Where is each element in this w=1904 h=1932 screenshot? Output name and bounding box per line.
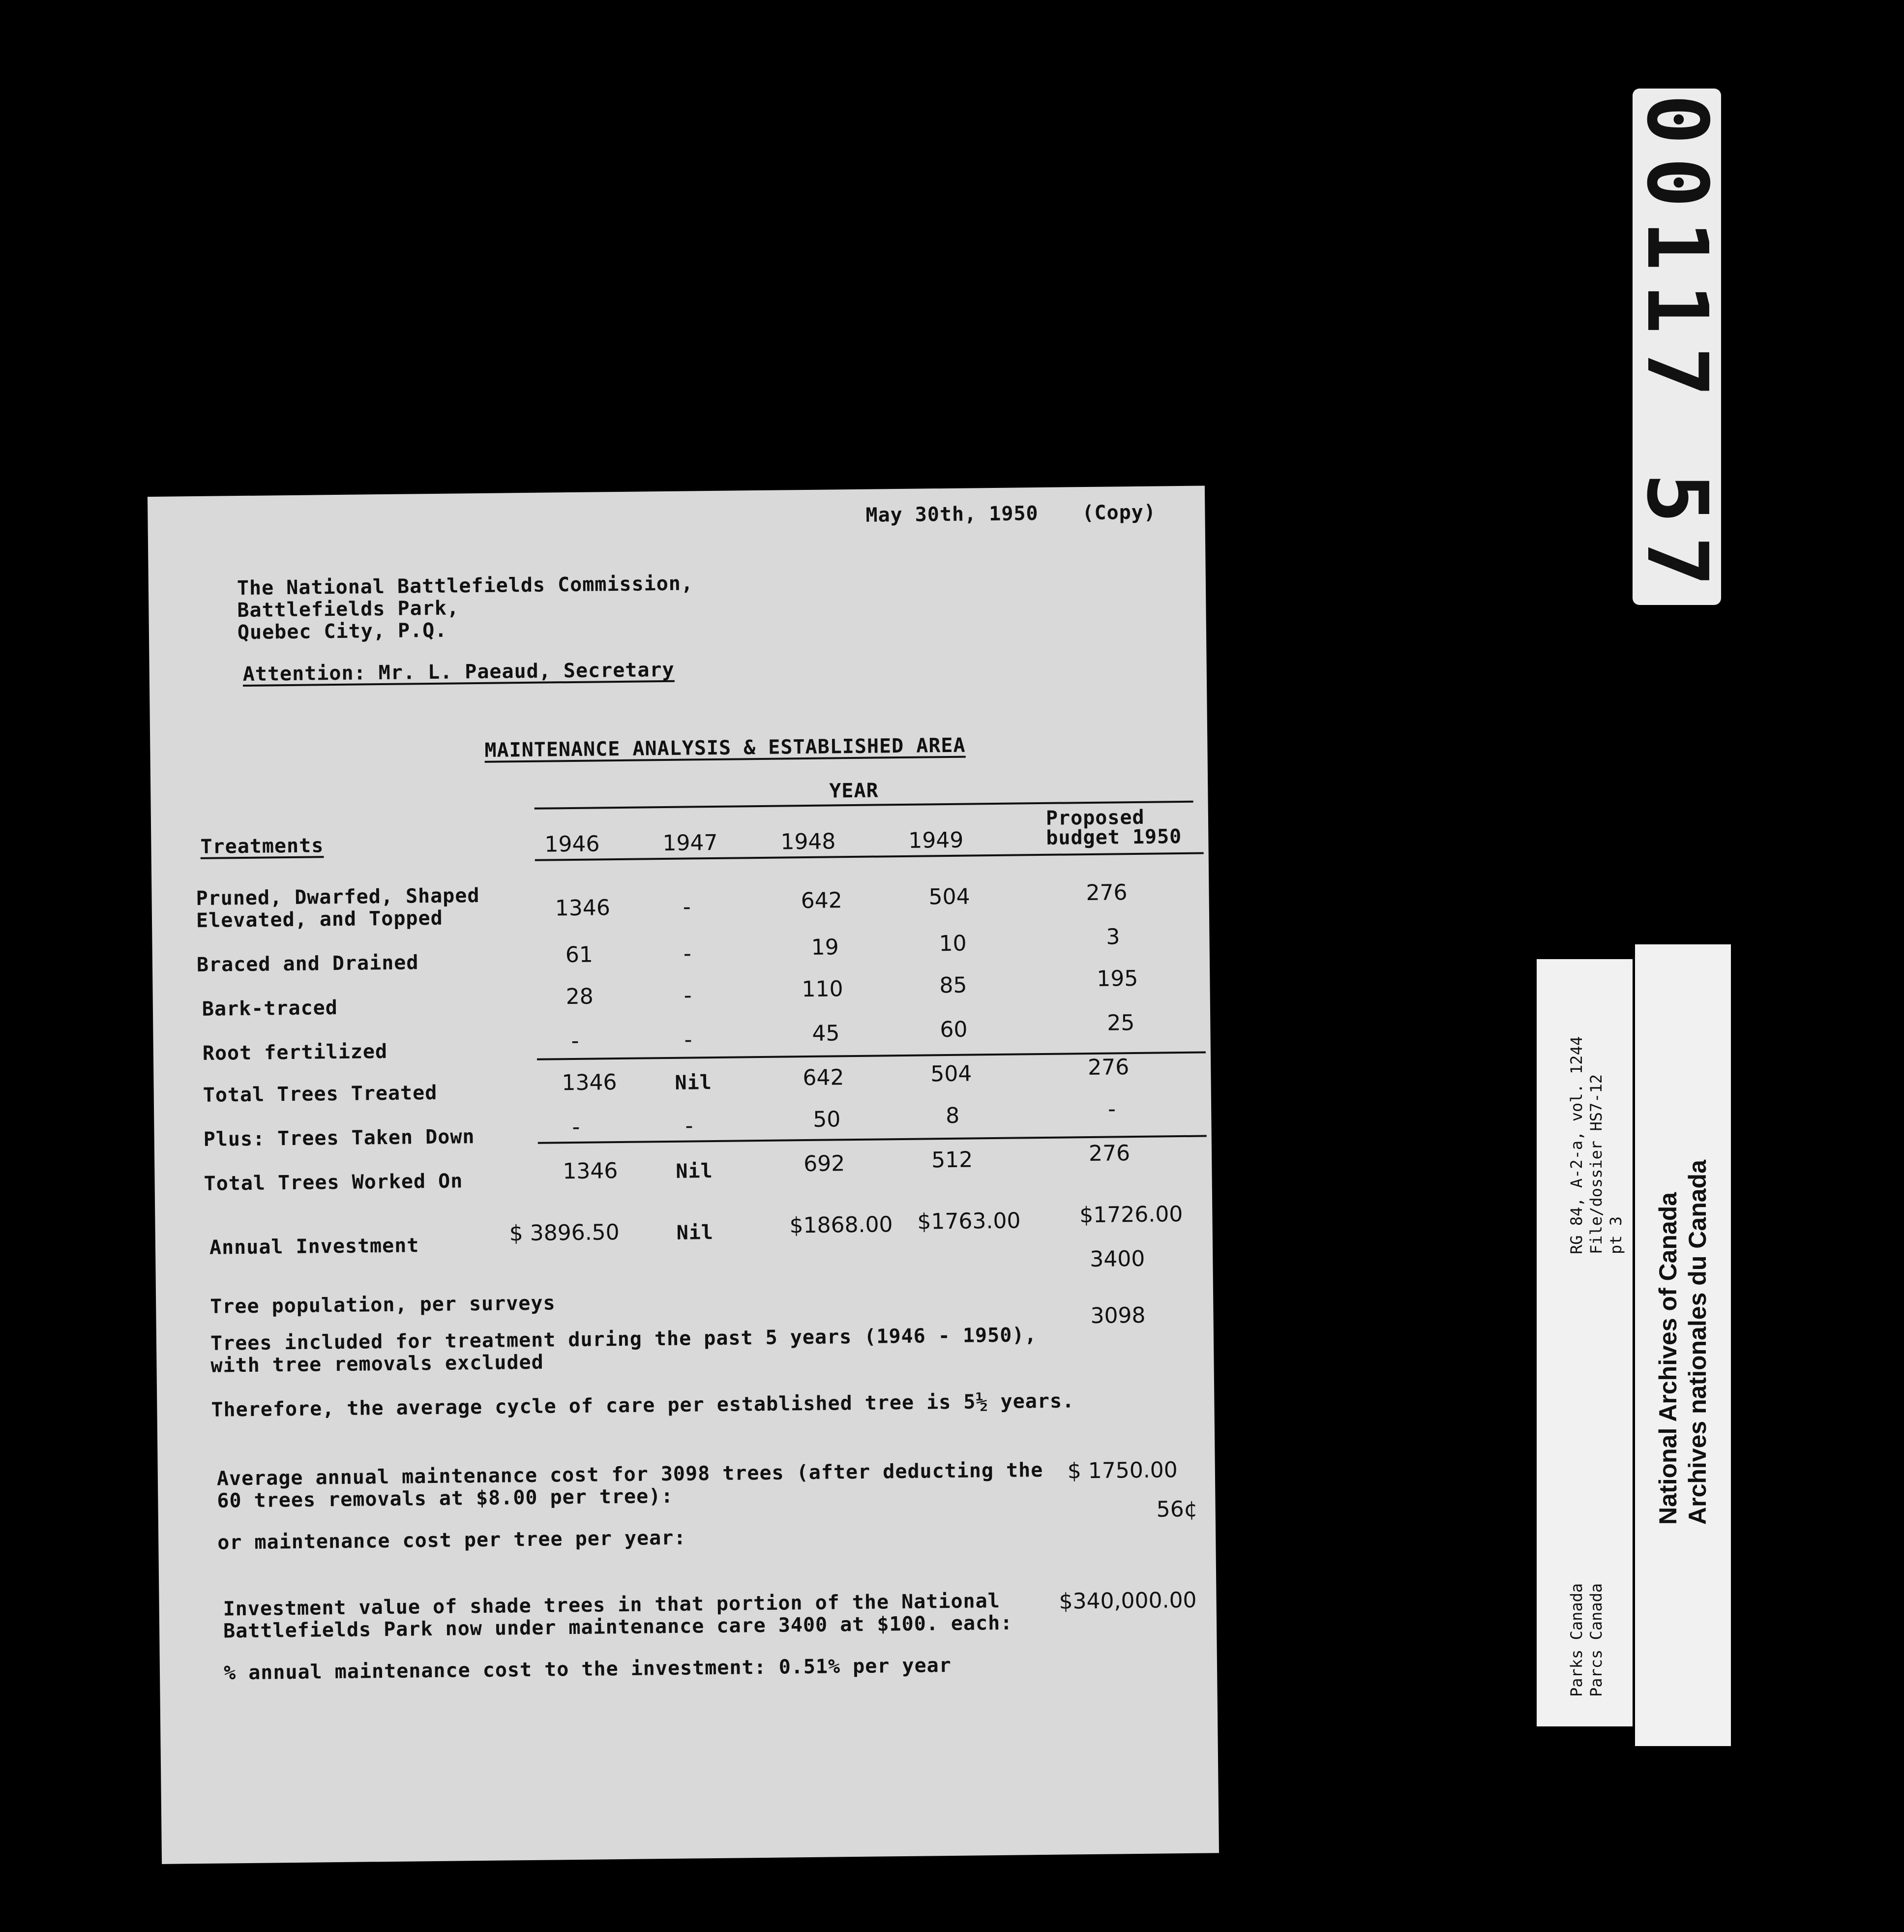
row-pruned-1948: 642 xyxy=(801,888,842,914)
col-proposed-line2: budget 1950 xyxy=(1046,825,1182,849)
row-root-1947: - xyxy=(684,1027,692,1053)
copy-mark: (Copy) xyxy=(1082,501,1157,525)
included-line1: Trees included for treatment during the past 5 years (1946 - 1950), xyxy=(210,1324,1037,1355)
row-root-1950: 25 xyxy=(1107,1010,1135,1036)
row-bark-1950: 195 xyxy=(1097,966,1138,992)
row-taken-down-1948: 50 xyxy=(813,1107,841,1132)
row-bark-label: Bark-traced xyxy=(202,996,338,1021)
investment-1946: $ 3896.50 xyxy=(509,1220,620,1246)
recipient-line1: The National Battlefields Commission, xyxy=(237,572,694,600)
archive-reference-label xyxy=(1537,959,1633,1726)
row-total-treated-1948: 642 xyxy=(803,1065,844,1091)
row-pruned-1950: 276 xyxy=(1086,880,1128,906)
row-total-treated-1950: 276 xyxy=(1087,1055,1130,1081)
row-taken-down-1946: - xyxy=(572,1114,580,1140)
per-tree-label: or maintenance cost per tree per year: xyxy=(217,1526,686,1554)
row-pruned-label1: Pruned, Dwarfed, Shaped xyxy=(196,884,480,910)
document-sheet xyxy=(148,485,1219,1864)
row-worked-on-1950: 276 xyxy=(1088,1141,1130,1167)
row-worked-on-1949: 512 xyxy=(931,1147,973,1173)
avg-cost-line2: 60 trees removals at $8.00 per tree): xyxy=(217,1484,674,1512)
row-bark-1946: 28 xyxy=(565,984,594,1010)
row-pruned-label2: Elevated, and Topped xyxy=(196,906,443,933)
header-rule xyxy=(535,852,1204,861)
col-1947: 1947 xyxy=(662,830,718,856)
recipient-line2: Battlefields Park, xyxy=(237,597,460,622)
national-archives-label xyxy=(1635,944,1731,1746)
row-taken-down-1947: - xyxy=(685,1113,693,1139)
frame-number-strip xyxy=(1628,89,1726,605)
archive-ref-line2: File/dossier HS7-12 xyxy=(1587,1074,1606,1254)
row-total-treated-label: Total Trees Treated xyxy=(203,1081,438,1107)
invest-value: $340,000.00 xyxy=(1059,1587,1197,1614)
invest-line1: Investment value of shade trees in that portion of the National xyxy=(223,1589,1001,1621)
included-value: 3098 xyxy=(1090,1302,1146,1329)
investment-label: Annual Investment xyxy=(209,1234,419,1259)
archive-ref-line1: RG 84, A-2-a, vol. 1244 xyxy=(1567,1036,1586,1254)
avg-cost-line1: Average annual maintenance cost for 3098 trees (after deducting the xyxy=(216,1459,1043,1490)
row-braced-1947: - xyxy=(683,941,691,966)
row-total-treated-1949: 504 xyxy=(930,1061,972,1087)
per-tree-value: 56¢ xyxy=(1156,1496,1198,1522)
nac-fr: Archives nationales du Canada xyxy=(1684,1160,1711,1525)
cycle-text: Therefore, the average cycle of care per established tree is 5½ years. xyxy=(211,1389,1075,1421)
row-pruned-1947: - xyxy=(683,894,691,920)
row-total-treated-1946: 1346 xyxy=(562,1070,617,1096)
population-value: 3400 xyxy=(1090,1246,1145,1272)
row-taken-down-1949: 8 xyxy=(946,1103,960,1129)
document-title: MAINTENANCE ANALYSIS & ESTABLISHED AREA xyxy=(484,734,966,762)
row-pruned-1949: 504 xyxy=(928,884,970,910)
year-header: YEAR xyxy=(829,779,879,803)
invest-line2: Battlefields Park now under maintenance care 3400 at $100. each: xyxy=(223,1611,1013,1643)
document-date: May 30th, 1950 xyxy=(865,502,1039,527)
treatments-header: Treatments xyxy=(200,834,324,858)
included-line2: with tree removals excluded xyxy=(210,1351,544,1377)
parks-canada-fr: Parcs Canada xyxy=(1587,1583,1606,1697)
col-proposed-line1: Proposed xyxy=(1045,806,1145,830)
avg-cost-value: $ 1750.00 xyxy=(1067,1457,1178,1484)
investment-1947: Nil xyxy=(676,1221,714,1244)
row-root-1946: - xyxy=(571,1028,579,1054)
investment-1949: $1763.00 xyxy=(917,1208,1021,1235)
row-total-treated-1947: Nil xyxy=(675,1071,713,1094)
row-root-label: Root fertilized xyxy=(202,1040,388,1065)
row-taken-down-label: Plus: Trees Taken Down xyxy=(203,1125,475,1151)
attention-line: Attention: Mr. L. Paeaud, Secretary xyxy=(242,658,675,686)
archive-ref-line3: pt 3 xyxy=(1606,1216,1625,1254)
frame-number: 00117 57 xyxy=(1628,94,1726,600)
row-root-1949: 60 xyxy=(940,1017,968,1043)
row-braced-label: Braced and Drained xyxy=(196,951,419,977)
row-braced-1948: 19 xyxy=(811,935,839,960)
row-braced-1949: 10 xyxy=(939,931,967,957)
col-1948: 1948 xyxy=(780,829,836,855)
nac-en: National Archives of Canada xyxy=(1654,1192,1682,1525)
row-worked-on-label: Total Trees Worked On xyxy=(204,1170,463,1195)
row-worked-on-1948: 692 xyxy=(803,1151,845,1177)
row-braced-1950: 3 xyxy=(1106,924,1120,950)
investment-1948: $1868.00 xyxy=(789,1212,893,1238)
percent-text: % annual maintenance cost to the investment: 0.51% per year xyxy=(223,1654,952,1685)
population-label: Tree population, per surveys xyxy=(210,1292,556,1318)
col-1946: 1946 xyxy=(544,831,600,857)
row-worked-on-1947: Nil xyxy=(676,1160,713,1183)
col-1949: 1949 xyxy=(908,827,964,853)
parks-canada-en: Parks Canada xyxy=(1567,1583,1586,1697)
row-bark-1949: 85 xyxy=(939,972,967,998)
row-pruned-1946: 1346 xyxy=(555,895,611,921)
row-root-1948: 45 xyxy=(812,1021,840,1046)
investment-1950: $1726.00 xyxy=(1079,1202,1183,1228)
row-bark-1948: 110 xyxy=(802,976,843,1002)
row-braced-1946: 61 xyxy=(565,942,594,968)
row-worked-on-1946: 1346 xyxy=(563,1158,618,1184)
row-bark-1947: - xyxy=(684,983,692,1008)
recipient-line3: Quebec City, P.Q. xyxy=(237,619,447,644)
row-taken-down-1950: - xyxy=(1107,1096,1116,1122)
